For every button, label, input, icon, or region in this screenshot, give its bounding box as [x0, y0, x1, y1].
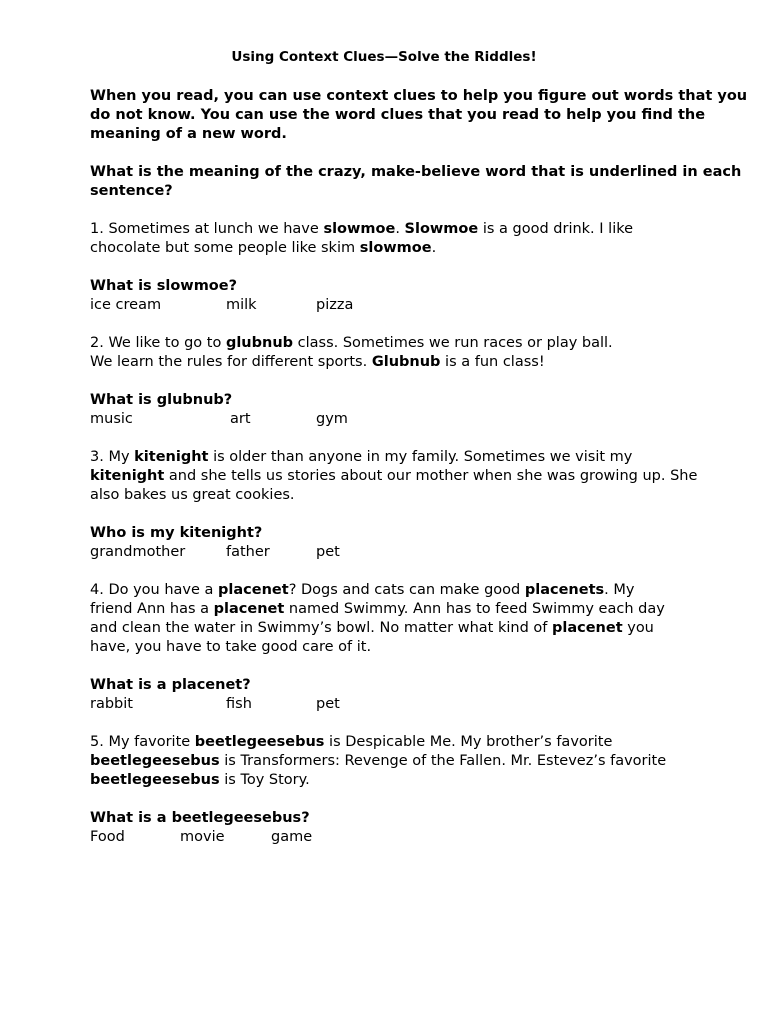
answer-choice: movie: [180, 829, 225, 845]
instruction-line: What is the meaning of the crazy, make-believe word that is underlined in each: [90, 164, 742, 180]
made-up-word: beetlegeesebus: [90, 753, 220, 769]
answer-choice: grandmother: [90, 544, 186, 560]
answer-choice: pet: [316, 696, 340, 712]
made-up-word: slowmoe: [323, 221, 396, 237]
question-1: What is slowmoe?: [90, 278, 238, 294]
made-up-word: beetlegeesebus: [194, 734, 325, 750]
made-up-word: glubnub: [225, 335, 294, 351]
riddle-4-line: have, you have to take good care of it.: [90, 639, 372, 655]
intro-line: When you read, you can use context clues to help you figure out words that you: [90, 88, 748, 104]
riddle-5-line: 5. My favorite beetlegeesebus is Despicable Me. My brother’s favorite: [90, 734, 613, 750]
riddle-3-line: kitenight and she tells us stories about our mother when she was growing up. She: [90, 468, 698, 484]
made-up-word: beetlegeesebus: [90, 772, 220, 788]
riddle-4-line: 4. Do you have a placenet? Dogs and cats can make good placenets. My: [90, 582, 635, 598]
made-up-word: kitenight: [90, 468, 165, 484]
answer-choice: Food: [90, 829, 125, 845]
intro-line: meaning of a new word.: [90, 126, 287, 142]
made-up-word: Slowmoe: [404, 221, 479, 237]
instruction-line: sentence?: [90, 183, 173, 199]
question-4: What is a placenet?: [90, 677, 251, 693]
riddle-3-line: 3. My kitenight is older than anyone in my family. Sometimes we visit my: [90, 449, 633, 465]
riddle-2-line: We learn the rules for different sports. Glubnub is a fun class!: [90, 354, 545, 370]
riddle-4-line: and clean the water in Swimmy’s bowl. No matter what kind of placenet you: [90, 620, 654, 636]
riddle-3-line: also bakes us great cookies.: [90, 487, 295, 503]
answer-choice: ice cream: [90, 297, 162, 313]
answer-choice: art: [230, 411, 251, 427]
answer-choice: father: [226, 544, 270, 560]
answer-choice: milk: [226, 297, 257, 313]
riddle-5-line: beetlegeesebus is Toy Story.: [90, 772, 310, 788]
riddle-4-line: friend Ann has a placenet named Swimmy. Ann has to feed Swimmy each day: [90, 601, 665, 617]
made-up-word: kitenight: [134, 449, 209, 465]
answer-choice: pet: [316, 544, 340, 560]
answer-choice: game: [271, 829, 313, 845]
riddle-1-line: chocolate but some people like skim slowmoe.: [90, 240, 437, 256]
riddle-2-line: 2. We like to go to glubnub class. Sometimes we run races or play ball.: [90, 335, 613, 351]
answer-choice: gym: [316, 411, 348, 427]
made-up-word: placenet: [218, 582, 289, 598]
question-2: What is glubnub?: [90, 392, 233, 408]
riddle-1-line: 1. Sometimes at lunch we have slowmoe. Slowmoe is a good drink. I like: [90, 221, 634, 237]
made-up-word: Glubnub: [371, 354, 441, 370]
made-up-word: placenets: [524, 582, 605, 598]
answer-choice: pizza: [316, 297, 354, 313]
made-up-word: placenet: [551, 620, 623, 636]
made-up-word: slowmoe: [359, 240, 432, 256]
answer-choice: music: [90, 411, 133, 427]
question-5: What is a beetlegeesebus?: [90, 810, 310, 826]
riddle-5-line: beetlegeesebus is Transformers: Revenge of the Fallen. Mr. Estevez’s favorite: [90, 753, 667, 769]
made-up-word: placenet: [213, 601, 285, 617]
page-title: Using Context Clues—Solve the Riddles!: [231, 49, 537, 65]
question-3: Who is my kitenight?: [90, 525, 263, 541]
answer-choice: rabbit: [90, 696, 133, 712]
answer-choice: fish: [226, 696, 252, 712]
intro-line: do not know. You can use the word clues that you read to help you find the: [90, 107, 706, 123]
